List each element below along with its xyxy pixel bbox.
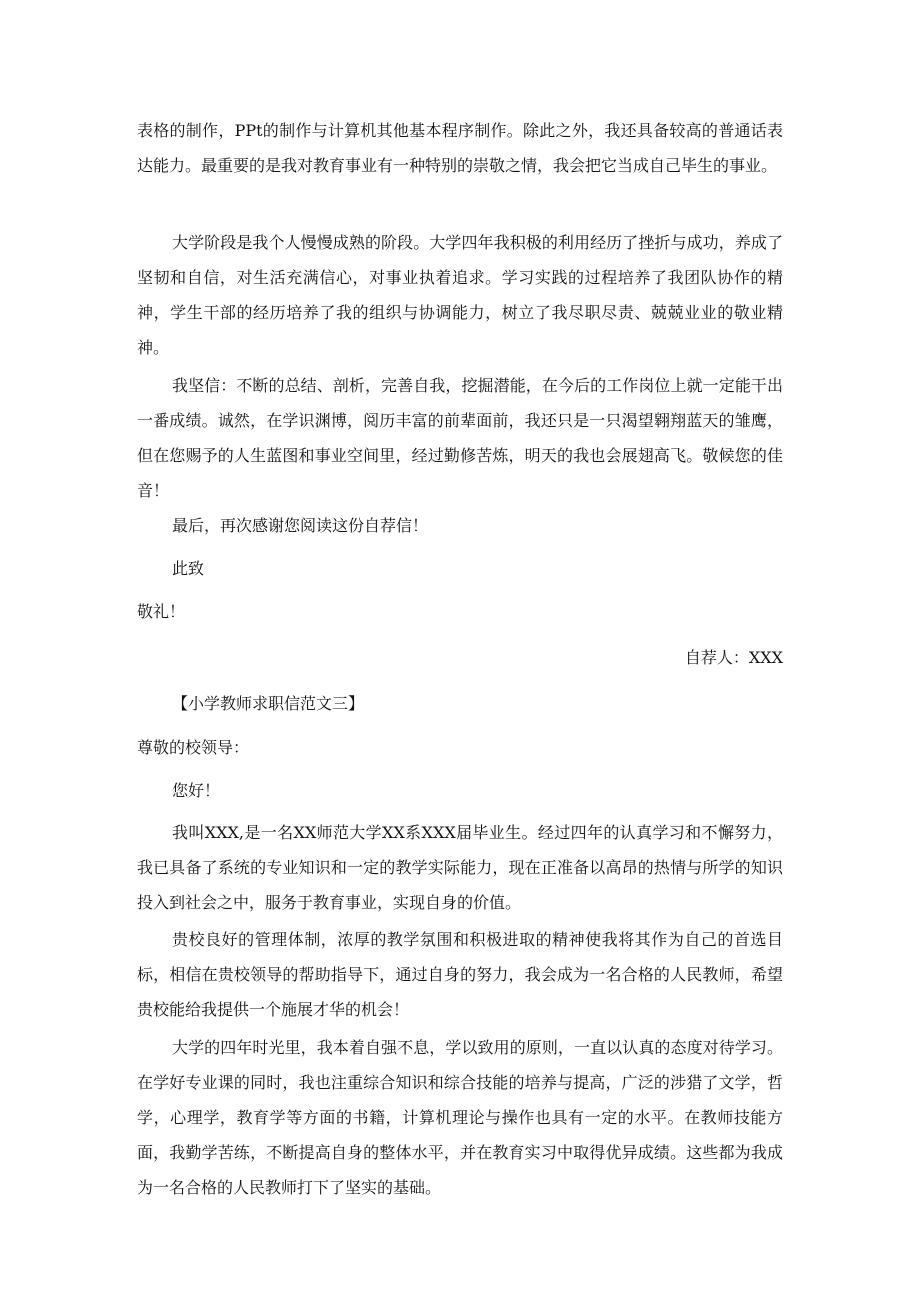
section-title: 【小学教师求职信范文三】 xyxy=(172,694,365,713)
greeting: 您好！ xyxy=(172,781,221,800)
salutation: 尊敬的校领导： xyxy=(137,738,250,757)
paragraph-belief: 我坚信：不断的总结、剖析，完善自我，挖掘潜能，在今后的工作岗位上就一定能干出一番成绩。诚然，在学识渊博，阅历丰富的前辈面前，我还只是一只渴望翱翔蓝天的雏鹰，但在您赐予的人生蓝图和事业空间里，经过勤修苦炼，明天的我也会展翅高飞。敬候您的佳音！ xyxy=(137,376,783,500)
closing-cizhi: 此致 xyxy=(172,559,205,578)
closing-jingli: 敬礼！ xyxy=(137,602,186,621)
paragraph-introduction: 我叫XXX,是一名XX师范大学XX系XXX届毕业生。经过四年的认真学习和不懈努力，我已具备了系统的专业知识和一定的教学实际能力，现在正准备以高昂的热情与所学的知识投入到社会之中，服务于教育事业，实现自身的价值。 xyxy=(137,823,783,912)
paragraph-skills: 表格的制作，PPt的制作与计算机其他基本程序制作。除此之外，我还具备较高的普通话表达能力。最重要的是我对教育事业有一种特别的崇敬之情，我会把它当成自己毕生的事业。 xyxy=(137,121,783,175)
paragraph-school-choice: 贵校良好的管理体制，浓厚的教学氛围和积极进取的精神使我将其作为自己的首选目标，相信在贵校领导的帮助指导下，通过自身的努力，我会成为一名合格的人民教师，希望贵校能给我提供一个施展才华的机会！ xyxy=(137,930,783,1019)
paragraph-study-experience: 大学的四年时光里，我本着自强不息，学以致用的原则，一直以认真的态度对待学习。在学好专业课的同时，我也注重综合知识和综合技能的培养与提高，广泛的涉猎了文学，哲学，心理学，教育学等方面的书籍，计算机理论与操作也具有一定的水平。在教师技能方面，我勤学苦练，不断提高自身的整体水平，并在教育实习中取得优异成绩。这些都为我成为一名合格的人民教师打下了坚实的基础。 xyxy=(137,1038,783,1197)
paragraph-thanks: 最后，再次感谢您阅读这份自荐信！ xyxy=(172,516,429,535)
signature: 自荐人：XXX xyxy=(684,648,783,667)
paragraph-college-growth: 大学阶段是我个人慢慢成熟的阶段。大学四年我积极的利用经历了挫折与成功，养成了坚韧和自信，对生活充满信心，对事业执着追求。学习实践的过程培养了我团队协作的精神，学生干部的经历培养了我的组织与协调能力，树立了我尽职尽责、兢兢业业的敬业精神。 xyxy=(137,233,783,357)
